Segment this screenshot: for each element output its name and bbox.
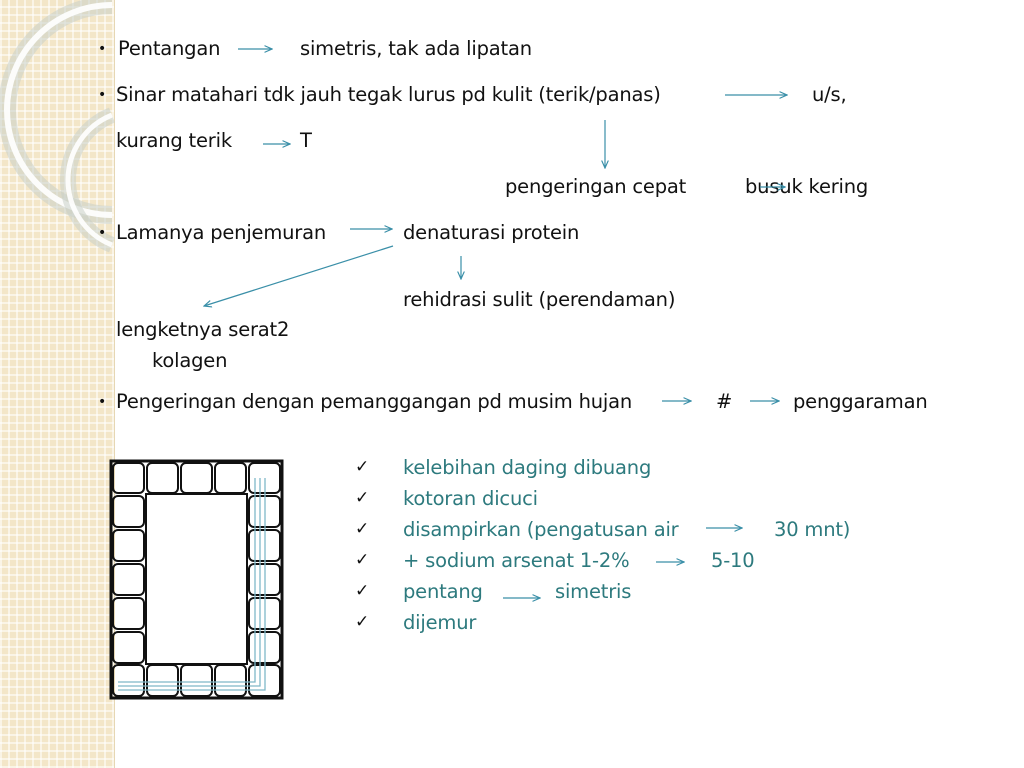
text-penggaraman: penggaraman: [793, 390, 928, 413]
frame-block: [181, 665, 212, 696]
hide-outline: [118, 478, 265, 690]
step-6: dijemur: [403, 611, 477, 634]
frame-block: [113, 564, 144, 595]
bullet-2: •: [98, 87, 107, 103]
frame-block: [113, 463, 144, 493]
frame-block: [113, 632, 144, 663]
frame-block: [215, 463, 246, 493]
text-simetris-tak-ada-lipatan: simetris, tak ada lipatan: [300, 37, 532, 60]
check-icon: ✓: [355, 519, 370, 539]
frame-block: [147, 665, 178, 696]
text-t: T: [300, 129, 312, 152]
bullet-4: •: [98, 394, 107, 410]
step-3-suffix: 30 mnt): [774, 518, 851, 541]
check-icon: ✓: [355, 550, 370, 570]
text-busuk-kering: busuk kering: [745, 175, 869, 198]
text-kurang-terik: kurang terik: [116, 129, 232, 152]
bullet-1: •: [98, 41, 107, 57]
text-lamanya-penjemuran: Lamanya penjemuran: [116, 221, 327, 244]
frame-block: [147, 463, 178, 493]
bullet-3: •: [98, 225, 107, 241]
text-pengeringan-hujan: Pengeringan dengan pemanggangan pd musim hujan: [116, 390, 633, 413]
frame-block: [215, 665, 246, 696]
text-hash: #: [716, 390, 733, 413]
text-lengketnya-serat2: lengketnya serat2: [116, 318, 290, 341]
step-3: disampirkan (pengatusan air: [403, 518, 679, 541]
text-us: u/s,: [812, 83, 847, 106]
frame-block: [113, 496, 144, 527]
step-4: + sodium arsenat 1-2%: [403, 549, 630, 572]
hide-outline: [118, 478, 260, 686]
frame-block: [113, 665, 144, 696]
check-icon: ✓: [355, 581, 370, 601]
check-icon: ✓: [355, 457, 370, 477]
check-icon: ✓: [355, 488, 370, 508]
step-5-suffix: simetris: [555, 580, 632, 603]
step-4-suffix: 5-10: [711, 549, 755, 572]
frame-block: [181, 463, 212, 493]
check-icon: ✓: [355, 612, 370, 632]
text-pentangan: Pentangan: [118, 37, 221, 60]
text-kolagen: kolagen: [152, 349, 228, 372]
text-sinar-matahari: Sinar matahari tdk jauh tegak lurus pd kulit (terik/panas): [116, 83, 661, 106]
step-5: pentang: [403, 580, 483, 603]
frame-block: [113, 598, 144, 629]
frame-inner: [146, 494, 247, 664]
hide-outline: [118, 478, 255, 682]
frame-block: [113, 530, 144, 561]
text-pengeringan-cepat: pengeringan cepat: [505, 175, 687, 198]
text-rehidrasi-sulit: rehidrasi sulit (perendaman): [403, 288, 676, 311]
step-1: kelebihan daging dibuang: [403, 456, 652, 479]
text-denaturasi-protein: denaturasi protein: [403, 221, 580, 244]
step-2: kotoran dicuci: [403, 487, 538, 510]
